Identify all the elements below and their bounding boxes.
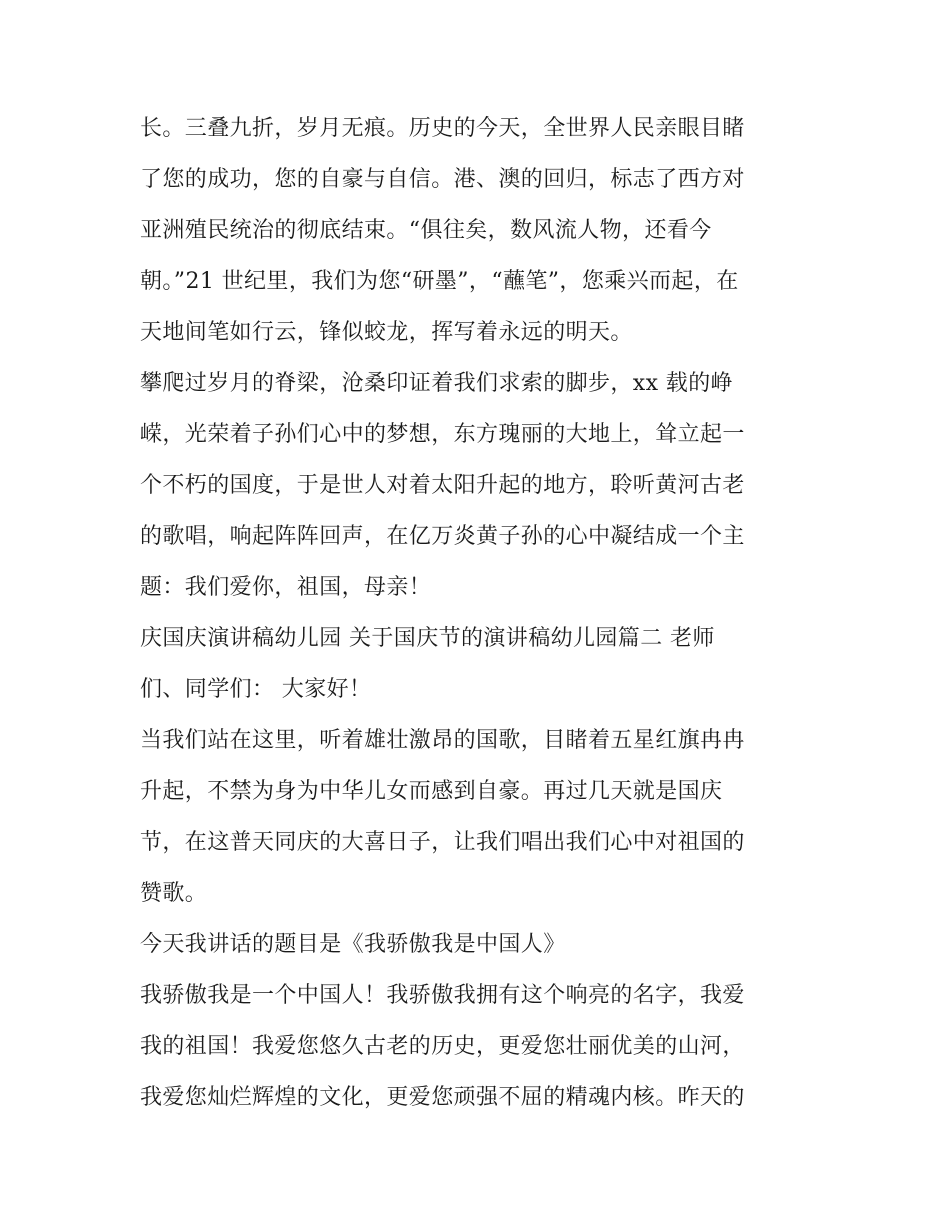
- text-line: 天地间笔如行云，锋似蛟龙，挥写着永远的明天。: [140, 320, 633, 345]
- text-line: 升起，不禁为身为中华儿女而感到自豪。再过几天就是国庆: [140, 779, 723, 804]
- text-line: 赞歌。: [140, 881, 208, 906]
- text-line: 我的祖国！我爱您悠久古老的历史，更爱您壮丽优美的山河，: [140, 1034, 745, 1059]
- text-line: 长。三叠九折，岁月无痕。历史的今天，全世界人民亲眼目睹: [140, 116, 745, 141]
- section-heading-line: 庆国庆演讲稿幼儿园 关于国庆节的演讲稿幼儿园篇二 老师: [140, 626, 715, 651]
- text-line: 嵘，光荣着子孙们心中的梦想，东方瑰丽的大地上，耸立起一: [140, 422, 745, 447]
- text-line: 亚洲殖民统治的彻底结束。“俱往矣，数风流人物，还看今: [140, 218, 712, 243]
- speech-title-line: 今天我讲话的题目是《我骄傲我是中国人》: [140, 932, 566, 957]
- text-line: 我骄傲我是一个中国人！我骄傲我拥有这个响亮的名字，我爱: [140, 983, 745, 1008]
- text-line: 了您的成功，您的自豪与自信。港、澳的回归，标志了西方对: [140, 167, 745, 192]
- text-line: 我爱您灿烂辉煌的文化，更爱您顽强不屈的精魂内核。昨天的: [140, 1085, 745, 1110]
- text-line: 个不朽的国度，于是世人对着太阳升起的地方，聆听黄河古老: [140, 473, 745, 498]
- document-body: [140, 103, 820, 1123]
- text-line: 当我们站在这里，听着雄壮激昂的国歌，目睹着五星红旗冉冉: [140, 728, 745, 753]
- text-line: 题：我们爱你，祖国，母亲！: [140, 575, 432, 600]
- text-line: 攀爬过岁月的脊梁，沧桑印证着我们求索的脚步，xx 载的峥: [140, 371, 734, 396]
- text-line: 的歌唱，响起阵阵回声，在亿万炎黄子孙的心中凝结成一个主: [140, 524, 745, 549]
- text-line: 朝。”21 世纪里，我们为您“研墨”，“蘸笔”，您乘兴而起，在: [140, 269, 739, 294]
- text-line: 节，在这普天同庆的大喜日子，让我们唱出我们心中对祖国的: [140, 830, 745, 855]
- text-line: 们、同学们： 大家好！: [140, 677, 372, 702]
